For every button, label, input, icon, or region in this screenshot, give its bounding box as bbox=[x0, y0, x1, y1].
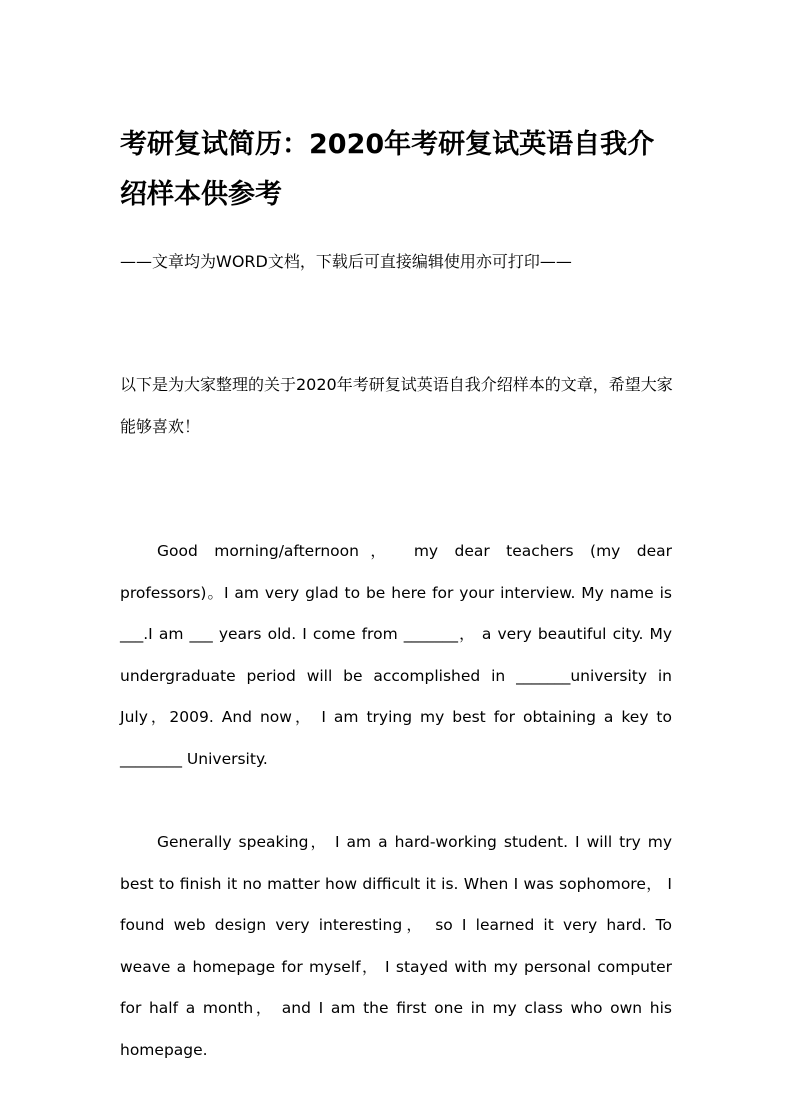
body-paragraph-2: Generally speaking， I am a hard-working student. I will try my best to finish it no matter how difficult it is. When I was sophomore， I found web design very interesting， so I learned it very hard. To weave a homepage for myself， I stayed with my personal computer for half a month， and I am the first one in my class who own his homepage. bbox=[120, 833, 672, 1059]
document-subtitle: ——文章均为WORD文档，下载后可直接编辑使用亦可打印—— bbox=[120, 252, 572, 271]
body-paragraph-1: Good morning/afternoon， my dear teachers (my dear professors)。I am very glad to be here for your interview. My name is ___.I am ___ years old. I come from _______， a very beautiful city. My undergraduate period will be accomplished in _______university in July，2009. And now， I am trying my best for obtaining a key to ________ University. bbox=[120, 542, 672, 768]
intro-paragraph: 以下是为大家整理的关于2020年考研复试英语自我介绍样本的文章，希望大家能够喜欢！ bbox=[120, 375, 673, 436]
document-title: 考研复试简历：2020年考研复试英语自我介绍样本供参考 bbox=[120, 129, 655, 210]
